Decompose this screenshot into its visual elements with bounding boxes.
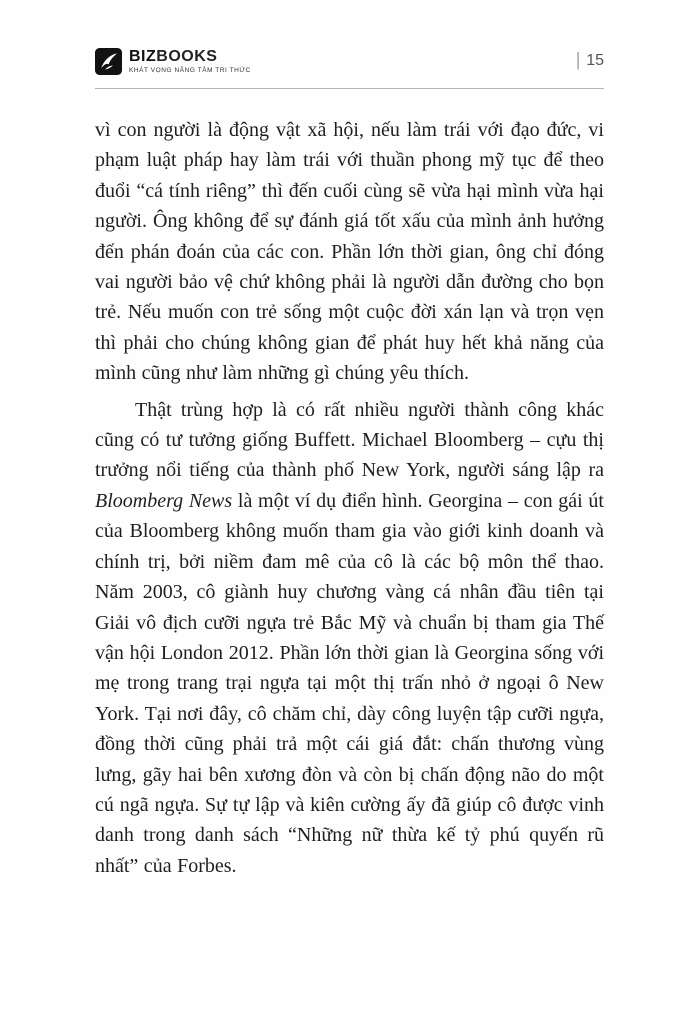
page-number-value: 15 xyxy=(586,52,604,69)
header-divider xyxy=(95,88,604,89)
paragraph-2 xyxy=(95,395,604,882)
page-content xyxy=(95,115,604,881)
publisher-name xyxy=(129,49,251,65)
bizbooks-logo-icon xyxy=(95,48,122,75)
paragraph-2-text-post: là một ví dụ điển hình. Georgina – con gái út của Bloomberg không muốn tham gia vào giới kinh doanh và chính trị, bởi niềm đam mê của cô là các bộ môn thể thao. Năm 2003, cô giành huy chương vàng cá nhân đầu tiên tại Giải vô địch cưỡi ngựa trẻ Bắc Mỹ và chuẩn bị tham gia Thế vận hội London 2012. Phần lớn thời gian là Georgina sống với mẹ trong trang trại ngựa tại một thị trấn nhỏ ở ngoại ô New York. Tại nơi đây, cô chăm chỉ, dày công luyện tập cưỡi ngựa, đồng thời cũng phải trả một cái giá đắt: chấn thương vùng lưng, gãy hai bên xương đòn và còn bị chấn động não do một cú ngã ngựa. Sự tự lập và kiên cường ấy đã giúp cô được vinh danh trong danh sách “Những nữ thừa kế tỷ phú quyến rũ nhất” của Forbes. xyxy=(95,489,604,877)
paragraph-2-text-pre: Thật trùng hợp là có rất nhiều người thành công khác cũng có tư tưởng giống Buffett. Michael Bloomberg – cựu thị trưởng nổi tiếng của thành phố New York, người sáng lập ra xyxy=(95,398,604,482)
page-number xyxy=(576,52,604,70)
paragraph-2-italic-title: Bloomberg News xyxy=(95,489,233,512)
page-header xyxy=(95,48,604,75)
paragraph-1: vì con người là động vật xã hội, nếu làm trái với đạo đức, vi phạm luật pháp hay làm trái với thuần phong mỹ tục để theo đuổi “cá tính riêng” thì đến cuối cùng sẽ vừa hại mình vừa hại người. Ông không để sự đánh giá tốt xấu của mình ảnh hưởng đến phán đoán của các con. Phần lớn thời gian, ông chỉ đóng vai người bảo vệ chứ không phải là người dẫn đường cho bọn trẻ. Nếu muốn con trẻ sống một cuộc đời xán lạn và trọn vẹn thì phải cho chúng không gian để phát huy hết khả năng của mình cũng như làm những gì chúng yêu thích. xyxy=(95,119,604,385)
publisher-name-books: BOOKS xyxy=(156,47,218,65)
publisher-logo xyxy=(95,48,251,75)
publisher-tagline: KHÁT VỌNG NÂNG TẦM TRI THỨC xyxy=(129,66,251,74)
publisher-name-biz: BIZ xyxy=(129,47,157,65)
publisher-logo-text xyxy=(129,49,251,75)
page-number-separator: | xyxy=(576,50,581,71)
